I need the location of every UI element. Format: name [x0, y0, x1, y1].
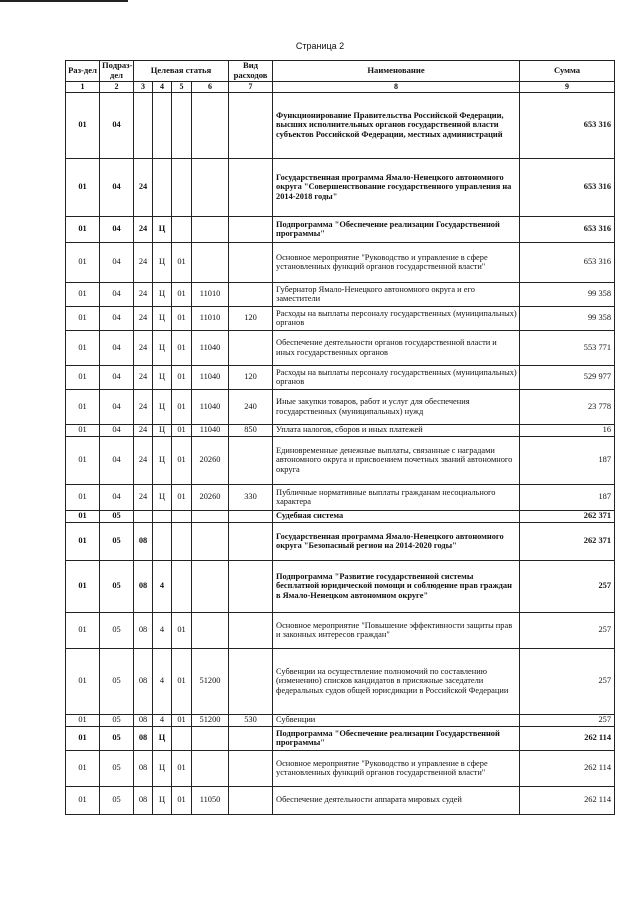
- activity-code-cell: [172, 522, 192, 560]
- table-row: [66, 92, 615, 158]
- podrazdel-cell: 05: [100, 612, 134, 648]
- activity-code-cell: 01: [172, 282, 192, 306]
- expense-type-cell: [229, 92, 273, 158]
- sum-cell: 529 977: [520, 365, 615, 389]
- sum-cell: 653 316: [520, 216, 615, 242]
- program-code-cell: [134, 510, 153, 522]
- name-cell: Судебная система: [273, 510, 520, 522]
- direction-code-cell: 51200: [192, 648, 229, 714]
- name-cell: Государственная программа Ямало-Ненецкого автономного округа "Совершенствование государственного управления на 2014-2018 годы": [273, 158, 520, 216]
- subprogram-code-cell: [153, 510, 172, 522]
- expense-type-cell: 530: [229, 714, 273, 726]
- activity-code-cell: 01: [172, 365, 192, 389]
- page-number-label: Страница 2: [295, 41, 345, 51]
- program-code-cell: [134, 92, 153, 158]
- sum-cell: 257: [520, 714, 615, 726]
- subprogram-code-cell: Ц: [153, 242, 172, 282]
- subprogram-code-cell: Ц: [153, 786, 172, 814]
- podrazdel-cell: 05: [100, 786, 134, 814]
- direction-code-cell: [192, 560, 229, 612]
- column-number-row: [66, 81, 615, 92]
- sum-cell: 262 114: [520, 726, 615, 750]
- sum-cell: 23 778: [520, 389, 615, 424]
- table-row: [66, 786, 615, 814]
- sum-cell: 653 316: [520, 158, 615, 216]
- header-sum: Сумма: [520, 61, 615, 82]
- program-code-cell: 24: [134, 216, 153, 242]
- razdel-cell: 01: [66, 282, 100, 306]
- podrazdel-cell: 04: [100, 282, 134, 306]
- program-code-cell: 08: [134, 612, 153, 648]
- razdel-cell: 01: [66, 648, 100, 714]
- razdel-cell: 01: [66, 92, 100, 158]
- subprogram-code-cell: Ц: [153, 750, 172, 786]
- activity-code-cell: 01: [172, 714, 192, 726]
- podrazdel-cell: 05: [100, 522, 134, 560]
- table-row: [66, 436, 615, 484]
- program-code-cell: 08: [134, 648, 153, 714]
- direction-code-cell: [192, 92, 229, 158]
- activity-code-cell: 01: [172, 750, 192, 786]
- sum-cell: 257: [520, 560, 615, 612]
- activity-code-cell: 01: [172, 330, 192, 365]
- name-cell: Субвенции на осуществление полномочий по составлению (изменению) списков кандидатов в присяжные заседатели федеральных судов общей юрисдикции в Российской Федерации: [273, 648, 520, 714]
- program-code-cell: 24: [134, 306, 153, 330]
- expense-type-cell: 240: [229, 389, 273, 424]
- program-code-cell: 24: [134, 158, 153, 216]
- table-row: [66, 648, 615, 714]
- col-number: 7: [229, 81, 273, 92]
- subprogram-code-cell: Ц: [153, 484, 172, 510]
- podrazdel-cell: 05: [100, 648, 134, 714]
- razdel-cell: 01: [66, 330, 100, 365]
- podrazdel-cell: 04: [100, 424, 134, 436]
- direction-code-cell: [192, 522, 229, 560]
- razdel-cell: 01: [66, 436, 100, 484]
- program-code-cell: 24: [134, 484, 153, 510]
- razdel-cell: 01: [66, 306, 100, 330]
- activity-code-cell: [172, 560, 192, 612]
- table-row: [66, 522, 615, 560]
- table-row: [66, 612, 615, 648]
- program-code-cell: 24: [134, 282, 153, 306]
- subprogram-code-cell: Ц: [153, 424, 172, 436]
- direction-code-cell: 11050: [192, 786, 229, 814]
- direction-code-cell: 11040: [192, 330, 229, 365]
- activity-code-cell: 01: [172, 306, 192, 330]
- activity-code-cell: 01: [172, 786, 192, 814]
- table-row: [66, 242, 615, 282]
- subprogram-code-cell: Ц: [153, 306, 172, 330]
- program-code-cell: 24: [134, 330, 153, 365]
- expense-type-cell: [229, 282, 273, 306]
- col-number: 5: [172, 81, 192, 92]
- razdel-cell: 01: [66, 158, 100, 216]
- direction-code-cell: 51200: [192, 714, 229, 726]
- expense-type-cell: [229, 522, 273, 560]
- expense-type-cell: [229, 158, 273, 216]
- activity-code-cell: 01: [172, 648, 192, 714]
- razdel-cell: 01: [66, 389, 100, 424]
- sum-cell: 187: [520, 436, 615, 484]
- podrazdel-cell: 04: [100, 242, 134, 282]
- podrazdel-cell: 05: [100, 750, 134, 786]
- direction-code-cell: [192, 158, 229, 216]
- razdel-cell: 01: [66, 786, 100, 814]
- program-code-cell: 08: [134, 714, 153, 726]
- podrazdel-cell: 04: [100, 306, 134, 330]
- name-cell: Губернатор Ямало-Ненецкого автономного округа и его заместители: [273, 282, 520, 306]
- name-cell: Публичные нормативные выплаты гражданам несоциального характера: [273, 484, 520, 510]
- subprogram-code-cell: [153, 522, 172, 560]
- activity-code-cell: [172, 510, 192, 522]
- expense-type-cell: [229, 436, 273, 484]
- name-cell: Обеспечение деятельности органов государственной власти и иных государственных органов: [273, 330, 520, 365]
- podrazdel-cell: 04: [100, 158, 134, 216]
- name-cell: Подпрограмма "Обеспечение реализации Государственной программы": [273, 216, 520, 242]
- program-code-cell: 08: [134, 522, 153, 560]
- table-row: [66, 484, 615, 510]
- expense-type-cell: 120: [229, 306, 273, 330]
- podrazdel-cell: 05: [100, 510, 134, 522]
- expense-type-cell: [229, 510, 273, 522]
- podrazdel-cell: 05: [100, 714, 134, 726]
- col-number: 1: [66, 81, 100, 92]
- table-row: [66, 560, 615, 612]
- sum-cell: 653 316: [520, 92, 615, 158]
- name-cell: Государственная программа Ямало-Ненецкого автономного округа "Безопасный регион на 2014-2020 годы": [273, 522, 520, 560]
- header-row: [66, 61, 615, 82]
- header-target-article: Целевая статья: [134, 61, 229, 82]
- col-number: 8: [273, 81, 520, 92]
- sum-cell: 187: [520, 484, 615, 510]
- sum-cell: 16: [520, 424, 615, 436]
- podrazdel-cell: 05: [100, 726, 134, 750]
- sum-cell: 553 771: [520, 330, 615, 365]
- header-razdel: Раз-дел: [66, 61, 100, 82]
- expense-type-cell: 120: [229, 365, 273, 389]
- direction-code-cell: 11010: [192, 306, 229, 330]
- subprogram-code-cell: 4: [153, 612, 172, 648]
- direction-code-cell: 11040: [192, 365, 229, 389]
- direction-code-cell: 20260: [192, 484, 229, 510]
- program-code-cell: 24: [134, 242, 153, 282]
- podrazdel-cell: 04: [100, 216, 134, 242]
- expense-type-cell: [229, 612, 273, 648]
- col-number: 2: [100, 81, 134, 92]
- budget-table: [65, 60, 615, 815]
- table-row: [66, 750, 615, 786]
- sum-cell: 99 358: [520, 306, 615, 330]
- activity-code-cell: [172, 216, 192, 242]
- podrazdel-cell: 04: [100, 484, 134, 510]
- header-podrazdel: Подраз-дел: [100, 61, 134, 82]
- subprogram-code-cell: [153, 158, 172, 216]
- activity-code-cell: [172, 158, 192, 216]
- sum-cell: 262 371: [520, 522, 615, 560]
- subprogram-code-cell: 4: [153, 560, 172, 612]
- subprogram-code-cell: [153, 92, 172, 158]
- table-row: [66, 306, 615, 330]
- name-cell: Основное мероприятие "Руководство и управление в сфере установленных функций органов государственной власти": [273, 750, 520, 786]
- direction-code-cell: [192, 750, 229, 786]
- expense-type-cell: 330: [229, 484, 273, 510]
- header-expense-type: Вид расходов: [229, 61, 273, 82]
- direction-code-cell: [192, 726, 229, 750]
- subprogram-code-cell: Ц: [153, 389, 172, 424]
- podrazdel-cell: 04: [100, 389, 134, 424]
- program-code-cell: 24: [134, 365, 153, 389]
- subprogram-code-cell: Ц: [153, 726, 172, 750]
- expense-type-cell: [229, 726, 273, 750]
- podrazdel-cell: 04: [100, 92, 134, 158]
- table-row: [66, 158, 615, 216]
- razdel-cell: 01: [66, 714, 100, 726]
- sum-cell: 257: [520, 648, 615, 714]
- razdel-cell: 01: [66, 365, 100, 389]
- activity-code-cell: [172, 726, 192, 750]
- name-cell: Расходы на выплаты персоналу государственных (муниципальных) органов: [273, 365, 520, 389]
- subprogram-code-cell: 4: [153, 648, 172, 714]
- razdel-cell: 01: [66, 726, 100, 750]
- subprogram-code-cell: Ц: [153, 436, 172, 484]
- program-code-cell: 08: [134, 750, 153, 786]
- program-code-cell: 08: [134, 726, 153, 750]
- name-cell: Уплата налогов, сборов и иных платежей: [273, 424, 520, 436]
- activity-code-cell: 01: [172, 424, 192, 436]
- program-code-cell: 08: [134, 786, 153, 814]
- subprogram-code-cell: Ц: [153, 330, 172, 365]
- expense-type-cell: [229, 216, 273, 242]
- razdel-cell: 01: [66, 424, 100, 436]
- table-row: [66, 389, 615, 424]
- program-code-cell: 08: [134, 560, 153, 612]
- expense-type-cell: [229, 786, 273, 814]
- activity-code-cell: 01: [172, 389, 192, 424]
- subprogram-code-cell: Ц: [153, 282, 172, 306]
- header-name: Наименование: [273, 61, 520, 82]
- name-cell: Функционирование Правительства Российской Федерации, высших исполнительных органов государственной власти субъектов Российской Федерации, местных администраций: [273, 92, 520, 158]
- name-cell: Расходы на выплаты персоналу государственных (муниципальных) органов: [273, 306, 520, 330]
- name-cell: Обеспечение деятельности аппарата мировых судей: [273, 786, 520, 814]
- sum-cell: 262 114: [520, 786, 615, 814]
- direction-code-cell: [192, 510, 229, 522]
- podrazdel-cell: 04: [100, 365, 134, 389]
- direction-code-cell: [192, 612, 229, 648]
- name-cell: Иные закупки товаров, работ и услуг для обеспечения государственных (муниципальных) нужд: [273, 389, 520, 424]
- podrazdel-cell: 04: [100, 330, 134, 365]
- col-number: 9: [520, 81, 615, 92]
- table-row: [66, 330, 615, 365]
- name-cell: Подпрограмма "Обеспечение реализации Государственной программы": [273, 726, 520, 750]
- name-cell: Единовременные денежные выплаты, связанные с наградами автономного округа и присвоением почетных званий автономного округа: [273, 436, 520, 484]
- table-row: [66, 365, 615, 389]
- subprogram-code-cell: Ц: [153, 365, 172, 389]
- razdel-cell: 01: [66, 522, 100, 560]
- direction-code-cell: 11040: [192, 389, 229, 424]
- subprogram-code-cell: Ц: [153, 216, 172, 242]
- direction-code-cell: [192, 216, 229, 242]
- activity-code-cell: [172, 92, 192, 158]
- subprogram-code-cell: 4: [153, 714, 172, 726]
- col-number: 6: [192, 81, 229, 92]
- table-row: [66, 216, 615, 242]
- expense-type-cell: [229, 750, 273, 786]
- expense-type-cell: [229, 560, 273, 612]
- activity-code-cell: 01: [172, 436, 192, 484]
- top-rule: [0, 0, 128, 2]
- razdel-cell: 01: [66, 750, 100, 786]
- program-code-cell: 24: [134, 389, 153, 424]
- expense-type-cell: [229, 330, 273, 365]
- razdel-cell: 01: [66, 216, 100, 242]
- table-row: [66, 424, 615, 436]
- activity-code-cell: 01: [172, 612, 192, 648]
- razdel-cell: 01: [66, 510, 100, 522]
- sum-cell: 653 316: [520, 242, 615, 282]
- razdel-cell: 01: [66, 242, 100, 282]
- name-cell: Подпрограмма "Развитие государственной системы бесплатной юридической помощи и соблюдение прав граждан в Ямало-Ненецком автономном округе": [273, 560, 520, 612]
- col-number: 3: [134, 81, 153, 92]
- sum-cell: 257: [520, 612, 615, 648]
- expense-type-cell: [229, 242, 273, 282]
- sum-cell: 262 114: [520, 750, 615, 786]
- razdel-cell: 01: [66, 612, 100, 648]
- direction-code-cell: 20260: [192, 436, 229, 484]
- direction-code-cell: [192, 242, 229, 282]
- expense-type-cell: [229, 648, 273, 714]
- name-cell: Субвенции: [273, 714, 520, 726]
- col-number: 4: [153, 81, 172, 92]
- activity-code-cell: 01: [172, 242, 192, 282]
- razdel-cell: 01: [66, 484, 100, 510]
- sum-cell: 99 358: [520, 282, 615, 306]
- activity-code-cell: 01: [172, 484, 192, 510]
- name-cell: Основное мероприятие "Руководство и управление в сфере установленных функций органов государственной власти": [273, 242, 520, 282]
- table-row: [66, 282, 615, 306]
- program-code-cell: 24: [134, 436, 153, 484]
- podrazdel-cell: 04: [100, 436, 134, 484]
- table-row: [66, 510, 615, 522]
- table-row: [66, 726, 615, 750]
- direction-code-cell: 11010: [192, 282, 229, 306]
- razdel-cell: 01: [66, 560, 100, 612]
- expense-type-cell: 850: [229, 424, 273, 436]
- sum-cell: 262 371: [520, 510, 615, 522]
- direction-code-cell: 11040: [192, 424, 229, 436]
- podrazdel-cell: 05: [100, 560, 134, 612]
- name-cell: Основное мероприятие "Повышение эффективности защиты прав и законных интересов граждан": [273, 612, 520, 648]
- table-row: [66, 714, 615, 726]
- program-code-cell: 24: [134, 424, 153, 436]
